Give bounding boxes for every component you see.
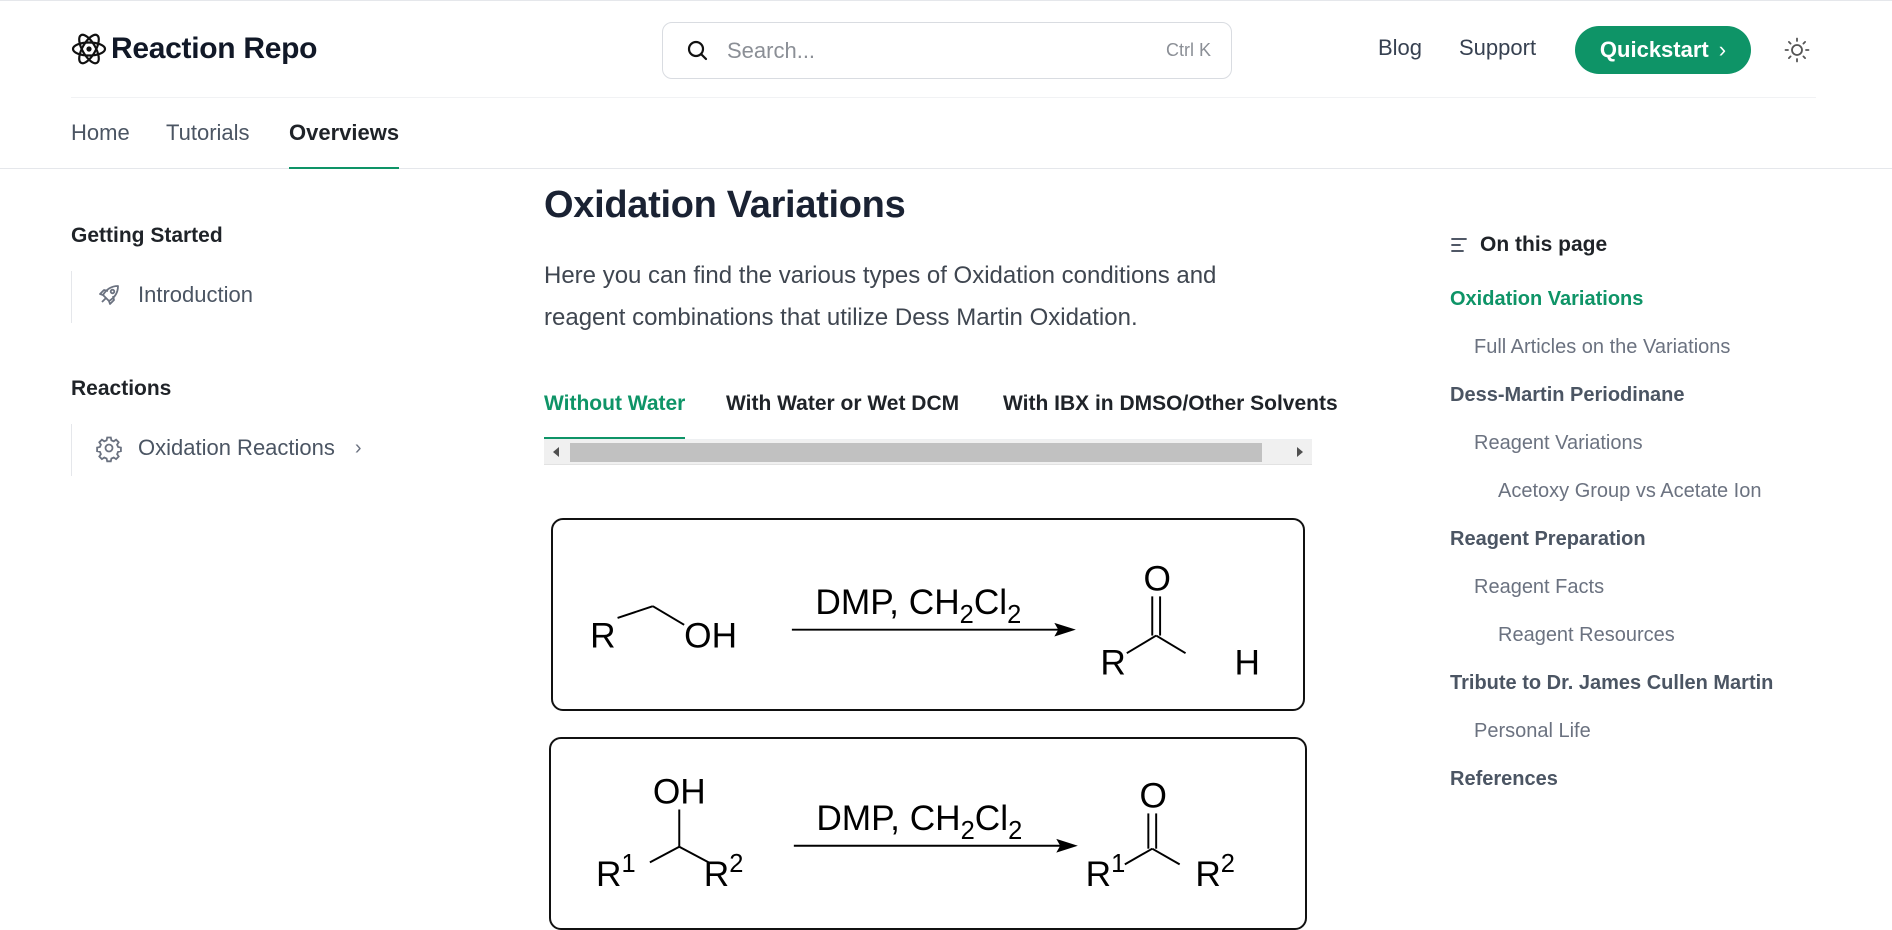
sidebar-item-label: Introduction [138,282,253,307]
reaction-scheme [549,737,1307,930]
product-r1-label: $R^1$ [1085,850,1126,894]
chevron-right-icon: › [1718,37,1727,62]
reagent-subscript: 2 [1007,600,1022,629]
section-tabs [0,98,1892,169]
toc-link[interactable]: Oxidation Variations [1450,288,1644,310]
site-logo[interactable] [71,29,317,69]
reaction-scheme [551,518,1305,711]
sidebar-list [71,271,401,323]
tab-without-water[interactable]: Without Water [544,392,685,439]
tab-tutorials[interactable]: Tutorials [166,120,250,145]
reactant-r1-label: $R^1$ [596,850,636,894]
atom-icon [71,31,107,67]
reactant-r-label: R [590,616,616,656]
sidebar-group-title: Reactions [71,377,172,400]
reagent-label [815,583,1021,629]
toc-link[interactable]: Reagent Facts [1474,576,1605,598]
product-h-label: H [1234,643,1260,683]
reagent-label: DMP, $CH_2Cl_2$ [816,799,1023,845]
reactant-oh-label: OH [684,616,738,656]
search-input[interactable] [727,38,1147,64]
tab-home[interactable]: Home [71,120,130,145]
sidebar-item-oxidation-reactions[interactable] [96,435,362,461]
sidebar-item-introduction[interactable] [96,282,253,308]
product-o-label: O [1143,559,1171,599]
reagent-prefix: DMP, CH [815,583,960,623]
product-r2-label: $R^2$ [1195,850,1235,894]
scroll-right-arrow-icon[interactable] [1286,440,1312,465]
scroll-left-arrow-icon[interactable] [544,440,570,465]
reagent-mid: Cl [973,583,1008,623]
tabs-horizontal-scrollbar[interactable] [544,440,1312,465]
toc-link[interactable]: Reagent Preparation [1450,528,1646,550]
toc-link[interactable]: Personal Life [1474,720,1591,742]
sidebar-item-label: Oxidation Reactions [138,435,335,460]
toc-link[interactable]: Full Articles on the Variations [1474,336,1731,358]
rocket-icon [96,282,122,308]
search-box[interactable] [662,22,1232,79]
toc-link[interactable]: Reagent Resources [1498,624,1675,646]
variation-tabs [544,390,1338,440]
list-icon [1450,236,1468,254]
reaction-diagram [551,739,1305,928]
page-title: Oxidation Variations [544,184,906,226]
chevron-right-icon: › [354,436,362,459]
toc-heading [1450,233,1607,257]
reagent-subscript: 2 [959,600,974,629]
sun-icon[interactable] [1784,37,1810,63]
toc-link[interactable]: References [1450,768,1558,790]
search-icon [685,38,711,64]
search-shortcut-hint: Ctrl K [1166,40,1211,60]
nav-link-blog[interactable]: Blog [1378,35,1423,60]
scrollbar-thumb[interactable] [570,443,1262,462]
toc-heading-label: On this page [1480,233,1608,256]
toc-link[interactable]: Dess-Martin Periodinane [1450,384,1685,406]
reaction-diagram [553,520,1303,709]
tab-ibx-dmso[interactable]: With IBX in DMSO/Other Solvents [1003,392,1338,415]
toc-link[interactable]: Acetoxy Group vs Acetate Ion [1498,480,1762,502]
site-name: Reaction Repo [111,32,318,65]
tab-with-water[interactable]: With Water or Wet DCM [726,392,960,415]
toc-link[interactable]: Tribute to Dr. James Cullen Martin [1450,672,1774,694]
product-o-label: O [1139,776,1167,816]
top-navbar [0,0,1892,98]
tab-overviews[interactable]: Overviews [289,120,399,169]
sidebar-list [71,424,401,476]
product-r-label: R [1100,643,1126,683]
quickstart-label: Quickstart [1599,37,1709,62]
intro-paragraph: Here you can find the various types of Oxidation conditions and reagent combinations that utilize Dess Martin Oxidation. [544,262,1217,331]
sidebar-group-title: Getting Started [71,224,223,247]
quickstart-button[interactable] [1575,26,1751,74]
nav-link-support[interactable]: Support [1459,35,1537,60]
reactant-oh-label: OH [652,772,706,812]
toc-link[interactable]: Reagent Variations [1474,432,1643,454]
reactant-r2-label: $R^2$ [703,850,744,894]
gear-icon [96,435,122,461]
